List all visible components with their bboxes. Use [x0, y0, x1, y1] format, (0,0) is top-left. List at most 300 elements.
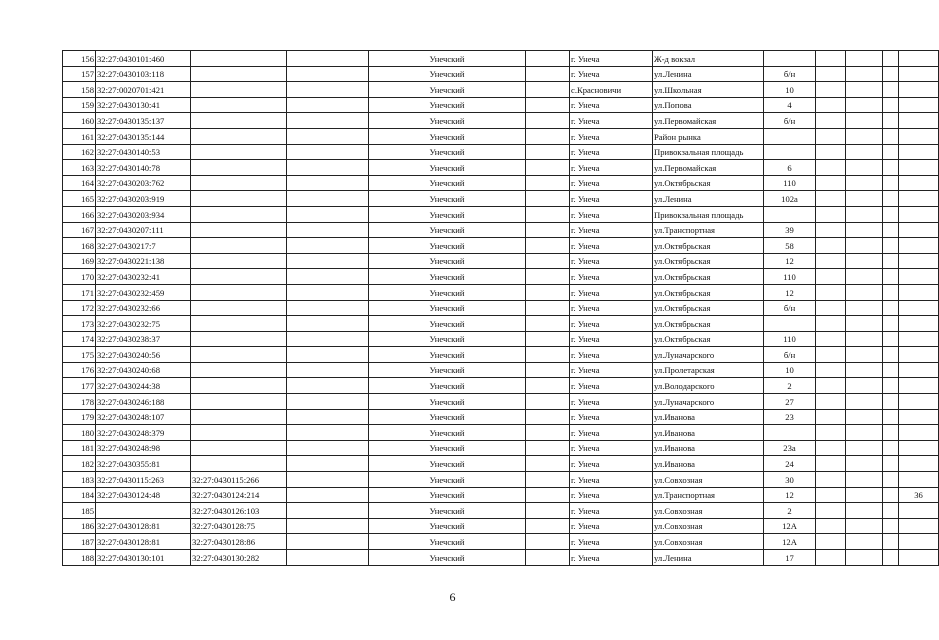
empty-cell [526, 534, 570, 550]
district-cell: Унечский [369, 284, 526, 300]
empty-cell [526, 394, 570, 410]
street-cell: ул.Октябрьская [653, 284, 764, 300]
empty-cell [883, 409, 899, 425]
cadastral-number-cell: 32:27:0430101:460 [96, 51, 191, 67]
locality-cell: г. Унеча [570, 253, 653, 269]
street-cell: ул.Ленина [653, 66, 764, 82]
extra-value-cell [899, 269, 939, 285]
empty-cell [526, 206, 570, 222]
empty-cell [883, 160, 899, 176]
cadastral-number-cell: 32:27:0430128:81 [96, 518, 191, 534]
cadastral-number-cell: 32:27:0430232:41 [96, 269, 191, 285]
empty-cell [816, 300, 846, 316]
empty-cell [846, 487, 883, 503]
empty-cell [526, 300, 570, 316]
extra-value-cell [899, 66, 939, 82]
house-number-cell: б/н [764, 66, 816, 82]
empty-cell [816, 503, 846, 519]
extra-value-cell [899, 284, 939, 300]
table-row [63, 160, 939, 176]
street-cell: Ж-д вокзал [653, 51, 764, 67]
house-number-cell: 12 [764, 253, 816, 269]
house-number-cell: 23 [764, 409, 816, 425]
locality-cell: г. Унеча [570, 175, 653, 191]
empty-cell [883, 82, 899, 98]
empty-cell [846, 331, 883, 347]
empty-cell [883, 51, 899, 67]
empty-cell [846, 175, 883, 191]
locality-cell: г. Унеча [570, 518, 653, 534]
district-cell: Унечский [369, 331, 526, 347]
empty-cell [883, 300, 899, 316]
extra-value-cell [899, 113, 939, 129]
empty-cell [816, 51, 846, 67]
empty-cell [526, 269, 570, 285]
table-row [63, 456, 939, 472]
linked-cadastral-number-cell [191, 160, 287, 176]
empty-cell [816, 222, 846, 238]
empty-cell [846, 284, 883, 300]
empty-cell [846, 222, 883, 238]
empty-cell [526, 82, 570, 98]
street-cell: ул.Транспортная [653, 487, 764, 503]
linked-cadastral-number-cell [191, 378, 287, 394]
empty-cell [526, 518, 570, 534]
house-number-cell: 10 [764, 82, 816, 98]
linked-cadastral-number-cell [191, 331, 287, 347]
house-number-cell: 4 [764, 97, 816, 113]
district-cell: Унечский [369, 51, 526, 67]
house-number-cell: б/н [764, 347, 816, 363]
row-number-cell: 187 [63, 534, 96, 550]
empty-cell [846, 362, 883, 378]
table-row [63, 518, 939, 534]
table-row [63, 487, 939, 503]
table-row [63, 440, 939, 456]
linked-cadastral-number-cell [191, 51, 287, 67]
empty-cell [287, 425, 369, 441]
cadastral-number-cell: 32:27:0430248:379 [96, 425, 191, 441]
extra-value-cell [899, 191, 939, 207]
linked-cadastral-number-cell [191, 409, 287, 425]
extra-value-cell: 36 [899, 487, 939, 503]
house-number-cell: 17 [764, 550, 816, 566]
cadastral-number-cell: 32:27:0430240:56 [96, 347, 191, 363]
empty-cell [287, 284, 369, 300]
district-cell: Унечский [369, 409, 526, 425]
land-plot-register-table [62, 50, 939, 566]
linked-cadastral-number-cell [191, 347, 287, 363]
empty-cell [883, 97, 899, 113]
extra-value-cell [899, 456, 939, 472]
empty-cell [816, 316, 846, 332]
empty-cell [883, 269, 899, 285]
empty-cell [287, 128, 369, 144]
locality-cell: г. Унеча [570, 222, 653, 238]
street-cell: ул.Совхозная [653, 503, 764, 519]
district-cell: Унечский [369, 425, 526, 441]
row-number-cell: 172 [63, 300, 96, 316]
extra-value-cell [899, 440, 939, 456]
street-cell: ул.Октябрьская [653, 269, 764, 285]
row-number-cell: 173 [63, 316, 96, 332]
table-row [63, 269, 939, 285]
extra-value-cell [899, 347, 939, 363]
row-number-cell: 177 [63, 378, 96, 394]
extra-value-cell [899, 518, 939, 534]
cadastral-number-cell: 32:27:0430355:81 [96, 456, 191, 472]
locality-cell: г. Унеча [570, 331, 653, 347]
cadastral-number-cell: 32:27:0430140:78 [96, 160, 191, 176]
empty-cell [816, 206, 846, 222]
extra-value-cell [899, 316, 939, 332]
extra-value-cell [899, 253, 939, 269]
extra-value-cell [899, 238, 939, 254]
empty-cell [816, 66, 846, 82]
empty-cell [816, 409, 846, 425]
row-number-cell: 157 [63, 66, 96, 82]
extra-value-cell [899, 222, 939, 238]
empty-cell [816, 175, 846, 191]
locality-cell: г. Унеча [570, 269, 653, 285]
row-number-cell: 174 [63, 331, 96, 347]
linked-cadastral-number-cell [191, 269, 287, 285]
empty-cell [526, 222, 570, 238]
linked-cadastral-number-cell [191, 425, 287, 441]
empty-cell [883, 191, 899, 207]
empty-cell [816, 144, 846, 160]
house-number-cell: 2 [764, 503, 816, 519]
locality-cell: г. Унеча [570, 238, 653, 254]
extra-value-cell [899, 175, 939, 191]
empty-cell [287, 238, 369, 254]
empty-cell [526, 347, 570, 363]
empty-cell [846, 51, 883, 67]
empty-cell [526, 409, 570, 425]
locality-cell: г. Унеча [570, 144, 653, 160]
empty-cell [816, 472, 846, 488]
empty-cell [846, 269, 883, 285]
table-row [63, 51, 939, 67]
row-number-cell: 160 [63, 113, 96, 129]
linked-cadastral-number-cell [191, 238, 287, 254]
empty-cell [883, 487, 899, 503]
linked-cadastral-number-cell: 32:27:0430126:103 [191, 503, 287, 519]
extra-value-cell [899, 82, 939, 98]
table-row [63, 222, 939, 238]
empty-cell [883, 222, 899, 238]
linked-cadastral-number-cell [191, 440, 287, 456]
empty-cell [846, 253, 883, 269]
row-number-cell: 169 [63, 253, 96, 269]
district-cell: Унечский [369, 440, 526, 456]
locality-cell: г. Унеча [570, 503, 653, 519]
empty-cell [846, 534, 883, 550]
house-number-cell [764, 425, 816, 441]
empty-cell [526, 362, 570, 378]
locality-cell: г. Унеча [570, 160, 653, 176]
row-number-cell: 180 [63, 425, 96, 441]
district-cell: Унечский [369, 347, 526, 363]
linked-cadastral-number-cell [191, 222, 287, 238]
cadastral-number-cell: 32:27:0430232:75 [96, 316, 191, 332]
extra-value-cell [899, 362, 939, 378]
house-number-cell [764, 128, 816, 144]
empty-cell [287, 160, 369, 176]
empty-cell [846, 160, 883, 176]
house-number-cell: 110 [764, 269, 816, 285]
street-cell: ул.Ленина [653, 191, 764, 207]
empty-cell [287, 378, 369, 394]
district-cell: Унечский [369, 66, 526, 82]
empty-cell [816, 362, 846, 378]
locality-cell: с.Красновичи [570, 82, 653, 98]
extra-value-cell [899, 394, 939, 410]
cadastral-number-cell: 32:27:0430240:68 [96, 362, 191, 378]
street-cell: Привокзальная площадь [653, 206, 764, 222]
locality-cell: г. Унеча [570, 472, 653, 488]
empty-cell [846, 191, 883, 207]
empty-cell [846, 347, 883, 363]
empty-cell [816, 425, 846, 441]
extra-value-cell [899, 206, 939, 222]
empty-cell [287, 456, 369, 472]
empty-cell [526, 472, 570, 488]
empty-cell [846, 472, 883, 488]
row-number-cell: 156 [63, 51, 96, 67]
empty-cell [287, 440, 369, 456]
empty-cell [883, 253, 899, 269]
linked-cadastral-number-cell [191, 394, 287, 410]
empty-cell [287, 394, 369, 410]
empty-cell [883, 316, 899, 332]
extra-value-cell [899, 144, 939, 160]
empty-cell [526, 144, 570, 160]
street-cell: ул.Иванова [653, 440, 764, 456]
row-number-cell: 168 [63, 238, 96, 254]
street-cell: ул.Школьная [653, 82, 764, 98]
empty-cell [287, 534, 369, 550]
empty-cell [287, 550, 369, 566]
row-number-cell: 188 [63, 550, 96, 566]
cadastral-number-cell: 32:27:0430135:144 [96, 128, 191, 144]
street-cell: ул.Попова [653, 97, 764, 113]
empty-cell [846, 440, 883, 456]
empty-cell [846, 206, 883, 222]
locality-cell: г. Унеча [570, 316, 653, 332]
empty-cell [287, 518, 369, 534]
street-cell: ул.Октябрьская [653, 175, 764, 191]
locality-cell: г. Унеча [570, 128, 653, 144]
empty-cell [526, 550, 570, 566]
locality-cell: г. Унеча [570, 409, 653, 425]
empty-cell [816, 331, 846, 347]
table-row [63, 144, 939, 160]
street-cell: ул.Володарского [653, 378, 764, 394]
house-number-cell: 12 [764, 284, 816, 300]
empty-cell [883, 128, 899, 144]
table-row [63, 534, 939, 550]
linked-cadastral-number-cell [191, 82, 287, 98]
street-cell: ул.Луначарского [653, 347, 764, 363]
street-cell: ул.Октябрьская [653, 253, 764, 269]
locality-cell: г. Унеча [570, 550, 653, 566]
empty-cell [883, 440, 899, 456]
linked-cadastral-number-cell [191, 253, 287, 269]
empty-cell [287, 300, 369, 316]
empty-cell [287, 409, 369, 425]
extra-value-cell [899, 331, 939, 347]
house-number-cell: 10 [764, 362, 816, 378]
empty-cell [883, 503, 899, 519]
empty-cell [526, 160, 570, 176]
empty-cell [883, 238, 899, 254]
empty-cell [883, 331, 899, 347]
house-number-cell: 30 [764, 472, 816, 488]
empty-cell [846, 456, 883, 472]
empty-cell [816, 440, 846, 456]
district-cell: Унечский [369, 300, 526, 316]
empty-cell [287, 113, 369, 129]
empty-cell [816, 191, 846, 207]
empty-cell [883, 456, 899, 472]
empty-cell [816, 378, 846, 394]
row-number-cell: 175 [63, 347, 96, 363]
empty-cell [846, 316, 883, 332]
row-number-cell: 163 [63, 160, 96, 176]
empty-cell [526, 51, 570, 67]
empty-cell [287, 316, 369, 332]
cadastral-number-cell: 32:27:0430244:38 [96, 378, 191, 394]
district-cell: Унечский [369, 378, 526, 394]
empty-cell [526, 284, 570, 300]
cadastral-number-cell: 32:27:0430115:263 [96, 472, 191, 488]
row-number-cell: 176 [63, 362, 96, 378]
empty-cell [526, 456, 570, 472]
empty-cell [883, 144, 899, 160]
table-row [63, 409, 939, 425]
row-number-cell: 186 [63, 518, 96, 534]
empty-cell [526, 97, 570, 113]
locality-cell: г. Унеча [570, 347, 653, 363]
row-number-cell: 185 [63, 503, 96, 519]
house-number-cell: 6 [764, 160, 816, 176]
cadastral-number-cell: 32:27:0430232:66 [96, 300, 191, 316]
locality-cell: г. Унеча [570, 456, 653, 472]
street-cell: ул.Первомайская [653, 113, 764, 129]
linked-cadastral-number-cell [191, 128, 287, 144]
row-number-cell: 161 [63, 128, 96, 144]
empty-cell [816, 487, 846, 503]
extra-value-cell [899, 160, 939, 176]
locality-cell: г. Унеча [570, 487, 653, 503]
district-cell: Унечский [369, 550, 526, 566]
linked-cadastral-number-cell [191, 144, 287, 160]
empty-cell [816, 97, 846, 113]
extra-value-cell [899, 425, 939, 441]
street-cell: ул.Октябрьская [653, 331, 764, 347]
locality-cell: г. Унеча [570, 284, 653, 300]
empty-cell [287, 175, 369, 191]
empty-cell [846, 518, 883, 534]
street-cell: ул.Транспортная [653, 222, 764, 238]
empty-cell [816, 518, 846, 534]
extra-value-cell [899, 378, 939, 394]
empty-cell [846, 66, 883, 82]
row-number-cell: 159 [63, 97, 96, 113]
row-number-cell: 165 [63, 191, 96, 207]
empty-cell [883, 378, 899, 394]
linked-cadastral-number-cell: 32:27:0430124:214 [191, 487, 287, 503]
extra-value-cell [899, 534, 939, 550]
cadastral-number-cell: 32:27:0430246:188 [96, 394, 191, 410]
cadastral-number-cell: 32:27:0430207:111 [96, 222, 191, 238]
district-cell: Унечский [369, 269, 526, 285]
empty-cell [883, 518, 899, 534]
cadastral-number-cell: 32:27:0430238:37 [96, 331, 191, 347]
district-cell: Унечский [369, 97, 526, 113]
linked-cadastral-number-cell [191, 206, 287, 222]
cadastral-number-cell: 32:27:0430103:118 [96, 66, 191, 82]
street-cell: ул.Совхозная [653, 472, 764, 488]
table-row [63, 191, 939, 207]
locality-cell: г. Унеча [570, 425, 653, 441]
linked-cadastral-number-cell [191, 66, 287, 82]
empty-cell [883, 113, 899, 129]
empty-cell [816, 253, 846, 269]
street-cell: ул.Ленина [653, 550, 764, 566]
empty-cell [287, 362, 369, 378]
house-number-cell: 2 [764, 378, 816, 394]
empty-cell [816, 534, 846, 550]
district-cell: Унечский [369, 238, 526, 254]
empty-cell [287, 191, 369, 207]
empty-cell [526, 253, 570, 269]
empty-cell [883, 534, 899, 550]
table-row [63, 331, 939, 347]
row-number-cell: 170 [63, 269, 96, 285]
empty-cell [526, 487, 570, 503]
cadastral-number-cell: 32:27:0020701:421 [96, 82, 191, 98]
empty-cell [526, 425, 570, 441]
empty-cell [846, 550, 883, 566]
empty-cell [816, 550, 846, 566]
district-cell: Унечский [369, 144, 526, 160]
district-cell: Унечский [369, 518, 526, 534]
empty-cell [526, 66, 570, 82]
locality-cell: г. Унеча [570, 66, 653, 82]
linked-cadastral-number-cell [191, 300, 287, 316]
cadastral-number-cell: 32:27:0430203:934 [96, 206, 191, 222]
cadastral-number-cell: 32:27:0430128:81 [96, 534, 191, 550]
table-row [63, 503, 939, 519]
row-number-cell: 158 [63, 82, 96, 98]
empty-cell [846, 113, 883, 129]
table-row [63, 472, 939, 488]
empty-cell [816, 456, 846, 472]
empty-cell [287, 206, 369, 222]
locality-cell: г. Унеча [570, 191, 653, 207]
empty-cell [883, 472, 899, 488]
empty-cell [846, 503, 883, 519]
empty-cell [883, 394, 899, 410]
cadastral-number-cell [96, 503, 191, 519]
district-cell: Унечский [369, 487, 526, 503]
locality-cell: г. Унеча [570, 440, 653, 456]
empty-cell [883, 362, 899, 378]
row-number-cell: 184 [63, 487, 96, 503]
row-number-cell: 181 [63, 440, 96, 456]
